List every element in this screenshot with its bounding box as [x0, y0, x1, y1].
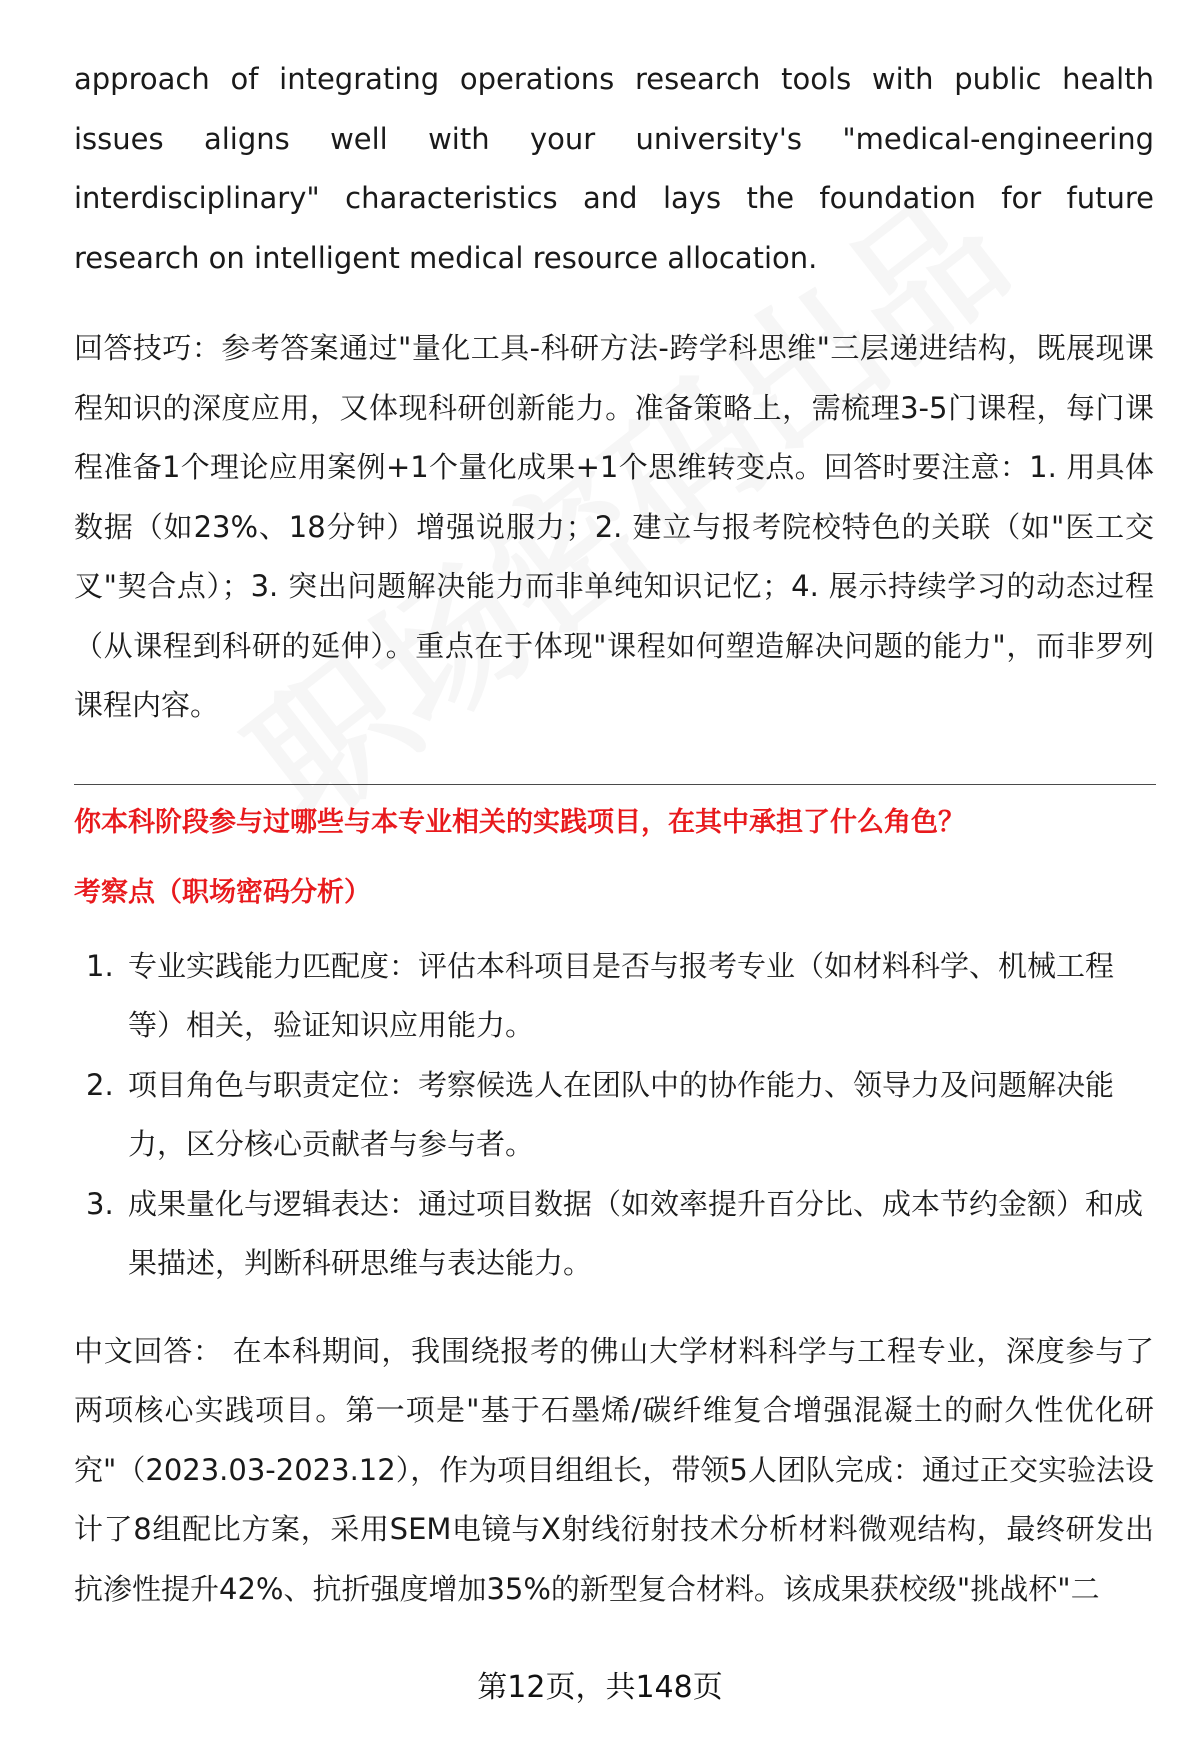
answer-paragraph: 中文回答： 在本科期间，我围绕报考的佛山大学材料科学与工程专业，深度参与了两项核心实践项目。第一项是"基于石墨烯/碳纤维复合增强混凝土的耐久性优化研究"（2023.03-2023.12），作为项目组组长，带领5人团队完成：通过正交实验法设计了8组配比方案，采用SEM电镜与X射线衍射技术分析材料微观结构，最终研发出抗渗性提升42%、抗折强度增加35%的新型复合材料。该成果获校级"挑战杯"二: [74, 1333, 1154, 1606]
section-title: 考察点（职场密码分析）: [74, 876, 371, 908]
question-heading: 你本科阶段参与过哪些与本专业相关的实践项目，在其中承担了什么角色？: [74, 806, 965, 838]
document-page: [74, 50, 1154, 1619]
tips-paragraph: 回答技巧：参考答案通过"量化工具-科研方法-跨学科思维"三层递进结构，既展现课程知识的深度应用，又体现科研创新能力。准备策略上，需梳理3-5门课程，每门课程准备1个理论应用案例+1个量化成果+1个思维转变点。回答时要注意：1. 用具体数据（如23%、18分钟）增强说服力；2. 建立与报考院校特色的关联（如"医工交叉"契合点）；3. 突出问题解决能力而非单纯知识记忆；4. 展示持续学习的动态过程（从课程到科研的延伸）。重点在于体现"课程如何塑造解决问题的能力"，而非罗列课程内容。: [74, 331, 1154, 722]
list-item-number: 1.: [86, 948, 114, 983]
intro-paragraph: approach of integrating operations research tools with public health issues aligns well with your university's "medical-engineering interdisciplinary" characteristics and lays the foundation for future research on intelligent medical resource allocation.: [74, 62, 1154, 275]
list-item-number: 3.: [86, 1186, 114, 1221]
list-item-text: 项目角色与职责定位：考察候选人在团队中的协作能力、领导力及问题解决能力，区分核心贡献者与参与者。: [128, 1067, 1115, 1161]
list-item: [74, 1056, 1154, 1175]
list-item-text: 专业实践能力匹配度：评估本科项目是否与报考专业（如材料科学、机械工程等）相关，验证知识应用能力。: [128, 948, 1115, 1042]
page-number-footer: 第12页，共148页: [477, 1670, 723, 1705]
list-item: [74, 937, 1154, 1056]
section-divider: [74, 784, 1156, 785]
list-item-text: 成果量化与逻辑表达：通过项目数据（如效率提升百分比、成本节约金额）和成果描述，判断科研思维与表达能力。: [128, 1186, 1144, 1280]
assessment-points-list: [74, 937, 1154, 1294]
list-item-number: 2.: [86, 1067, 114, 1102]
list-item: [74, 1175, 1154, 1294]
